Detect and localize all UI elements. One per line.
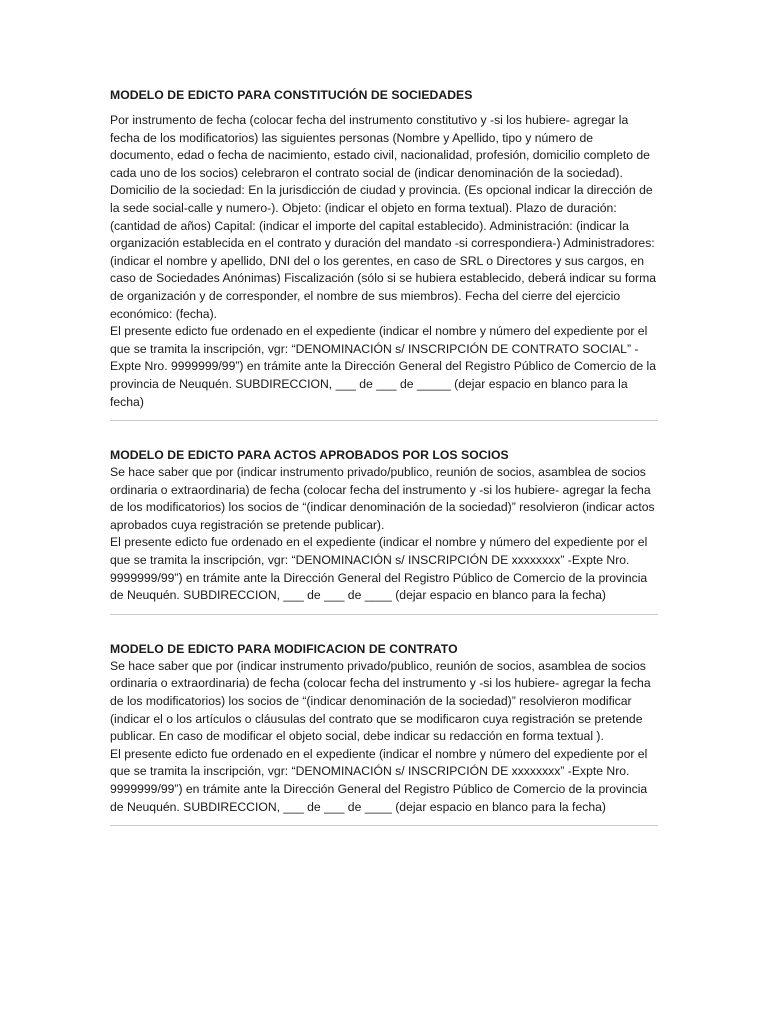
section-paragraph: El presente edicto fue ordenado en el expediente (indicar el nombre y número del expediente por el que se tramita la inscripción, vgr: “DENOMINACIÓN s/ INSCRIPCIÓN DE CONTRATO SOCIAL” -Expte Nro. 9999999/99”) en trámite ante la Dirección General del Registro Público de Comercio de la provincia de Neuquén. SUBDIRECCION, ___ de ___ de _____ (dejar espacio en blanco para la fecha) <box>110 324 657 409</box>
section-paragraph: Por instrumento de fecha (colocar fecha del instrumento constitutivo y -si los hubiere- agregar la fecha de los modificatorios) las siguientes personas (Nombre y Apellido, tipo y número de documento, edad o fecha de nacimiento, estado civil, nacionalidad, profesión, domicilio completo de cada uno de los socios) celebraron el contrato social de (indicar denominación de la sociedad). Domicilio de la sociedad: En la jurisdicción de ciudad y provincia. (Es opcional indicar la dirección de la sede social-calle y numero-). Objeto: (indicar el objeto en forma textual). Plazo de duración: (cantidad de años) Capital: (indicar el importe del capital establecido). Administración: (indicar la organización establecida en el contrato y duración del mandato -si correspondiera-) Administradores: (indicar el nombre y apellido, DNI del o los gerentes, en caso de SRL o Directores y sus cargos, en caso de Sociedades Anónimas) Fiscalización (sólo si se hubiera establecido, deberá indicar su forma de organización y de corresponder, el nombre de sus miembros). Fecha del cierre del ejercicio económico: (fecha). <box>110 113 657 321</box>
section-divider <box>110 614 658 615</box>
section-divider <box>110 420 658 421</box>
section-paragraph: Se hace saber que por (indicar instrumento privado/publico, reunión de socios, asamblea de socios ordinaria o extraordinaria) de fecha (colocar fecha del instrumento y -si los hubiere- agregar la fecha de los modificatorios) los socios de “(indicar denominación de la sociedad)” resolvieron (indicar actos aprobados cuya registración se pretende publicar). <box>110 465 655 532</box>
section-actos-aprobados <box>110 446 658 615</box>
section-paragraph: El presente edicto fue ordenado en el expediente (indicar el nombre y número del expediente por el que se tramita la inscripción, vgr: “DENOMINACIÓN s/ INSCRIPCIÓN DE xxxxxxxx” -Expte Nro. 9999999/99”) en trámite ante la Dirección General del Registro Público de Comercio de la provincia de Neuquén. SUBDIRECCION, ___ de ___ de ____ (dejar espacio en blanco para la fecha) <box>110 746 648 814</box>
section-constitucion-sociedades <box>110 86 658 421</box>
section-paragraph: Se hace saber que por (indicar instrumento privado/publico, reunión de socios, asamblea de socios ordinaria o extraordinaria) de fecha (colocar fecha del instrumento y -si los hubiere- agregar la fecha de los modificatorios) los socios de “(indicar denominación de la sociedad)” resolvieron modificar (indicar el o los artículos o cláusulas del contrato que se modificaron cuya registración se pretende publicar. En caso de modificar el objeto social, debe indicar su redacción en forma textual ). <box>110 658 651 744</box>
section-title: MODELO DE EDICTO PARA CONSTITUCIÓN DE SOCIEDADES <box>110 88 473 102</box>
section-title: MODELO DE EDICTO PARA ACTOS APROBADOS POR LOS SOCIOS <box>110 448 509 463</box>
section-paragraph: El presente edicto fue ordenado en el expediente (indicar el nombre y número del expediente por el que se tramita la inscripción, vgr: “DENOMINACIÓN s/ INSCRIPCIÓN DE xxxxxxxx” -Expte Nro. 9999999/99”) en trámite ante la Dirección General del Registro Público de Comercio de la provincia de Neuquén. SUBDIRECCION, ___ de ___ de ____ (dejar espacio en blanco para la fecha) <box>110 535 648 603</box>
section-modificacion-contrato <box>110 640 658 826</box>
section-title: MODELO DE EDICTO PARA MODIFICACION DE CONTRATO <box>110 641 458 656</box>
section-divider <box>110 825 658 826</box>
